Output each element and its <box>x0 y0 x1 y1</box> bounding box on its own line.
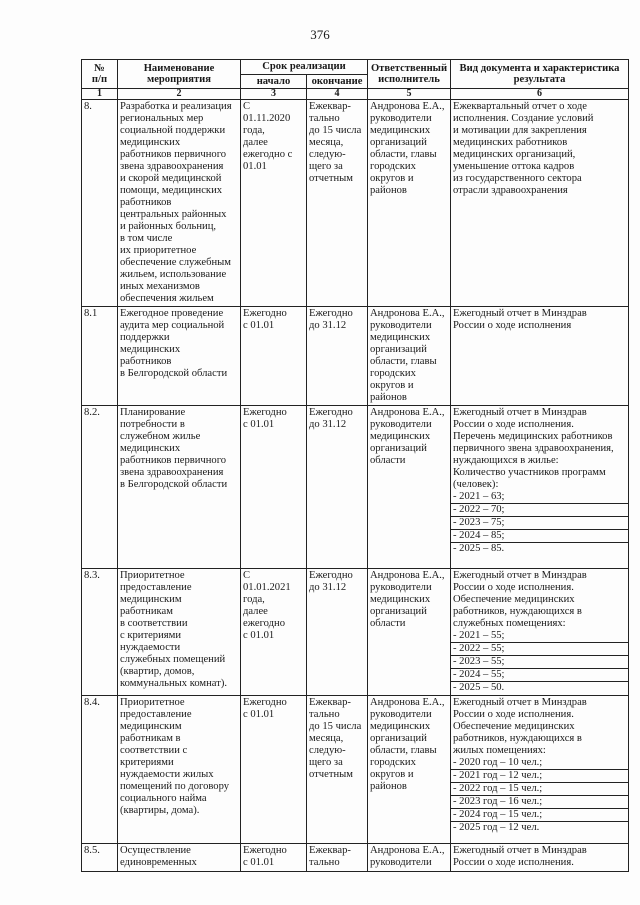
result-line: и мотивации для закрепления <box>453 125 587 136</box>
row-number: 8.2. <box>82 406 118 569</box>
result-line: России о ходе исполнения. <box>453 857 574 868</box>
end-date: Ежеквар- тально до 15 числа месяца, следую- щего за отчетным <box>307 100 368 307</box>
row-number: 8.4. <box>82 696 118 844</box>
column-number: 3 <box>241 89 307 100</box>
result-line: - 2025 – 85. <box>451 542 628 555</box>
column-number: 2 <box>118 89 241 100</box>
end-date: Ежеквар- тально до 15 числа месяца, следую- щего за отчетным <box>307 696 368 844</box>
result-line: работников, нуждающихся в <box>453 733 582 744</box>
result-line: России о ходе исполнения. <box>453 582 574 593</box>
table-row <box>82 100 629 307</box>
measure-name: Планирование потребности в служебном жилье медицинских работников первичного звена здравоохранения в Белгородской области <box>118 406 241 569</box>
header-start: начало <box>241 74 307 89</box>
result-line: - 2023 год – 16 чел.; <box>451 795 628 808</box>
column-number: 1 <box>82 89 118 100</box>
result-line: Ежегодный отчет в Минздрав <box>453 697 587 708</box>
result-line: медицинских организаций, <box>453 149 576 160</box>
result-description <box>451 100 629 307</box>
result-description <box>451 406 629 569</box>
result-line: Ежегодный отчет в Минздрав <box>453 407 587 418</box>
result-line: России о ходе исполнения. <box>453 709 574 720</box>
row-number: 8. <box>82 100 118 307</box>
result-line: нуждающихся в жилье: <box>453 455 559 466</box>
result-line: - 2023 – 55; <box>451 655 628 668</box>
result-line: Ежегодный отчет в Минздрав <box>453 308 587 319</box>
result-line: - 2021 год – 12 чел.; <box>451 769 628 782</box>
end-date: Ежегодно до 31.12 <box>307 569 368 696</box>
result-line: жилых помещениях: <box>453 745 546 756</box>
result-line: - 2022 – 70; <box>451 503 628 516</box>
result-line: отрасли здравоохранения <box>453 185 568 196</box>
result-line: - 2023 – 75; <box>451 516 628 529</box>
result-description <box>451 569 629 696</box>
header-period: Срок реализации <box>241 60 368 75</box>
result-line: - 2025 – 50. <box>451 681 628 694</box>
result-description <box>451 696 629 844</box>
measure-name: Приоритетное предоставление медицинским работникам в соответствии с критериями нуждаемости служебных помещений (квартир, домов, коммунальных комнат). <box>118 569 241 696</box>
result-line: уменьшение оттока кадров <box>453 161 575 172</box>
table-row <box>82 307 629 406</box>
result-line: - 2020 год – 10 чел.; <box>453 757 543 768</box>
result-line: исполнения. Создание условий <box>453 113 594 124</box>
responsible-party: Андронова Е.А., руководители медицинских организаций области, главы городских округов и районов <box>368 696 451 844</box>
result-line: - 2024 год – 15 чел.; <box>451 808 628 821</box>
measures-table <box>81 59 629 872</box>
result-line: служебных помещениях: <box>453 618 566 629</box>
end-date: Ежеквар- тально <box>307 844 368 872</box>
column-number: 4 <box>307 89 368 100</box>
header-responsible: Ответственный исполнитель <box>368 60 451 89</box>
table-row <box>82 844 629 872</box>
measure-name: Разработка и реализация региональных мер социальной поддержки медицинских работников первичного звена здравоохранения и скорой медицинской помощи, медицинских работников центральных районных и районных больниц, в том числе их приоритетное обеспечение служебным жильем, использование иных механизмов обеспечения жильем <box>118 100 241 307</box>
header-name: Наименование мероприятия <box>118 60 241 89</box>
responsible-party: Андронова Е.А., руководители медицинских организаций области <box>368 569 451 696</box>
result-line: - 2022 – 55; <box>451 642 628 655</box>
result-description <box>451 844 629 872</box>
measure-name: Приоритетное предоставление медицинским работникам в соответствии с критериями нуждаемости жилых помещений по договору социального найма (квартиры, дома). <box>118 696 241 844</box>
result-line: Количество участников программ <box>453 467 606 478</box>
result-line: - 2021 – 55; <box>453 630 505 641</box>
result-line: работников, нуждающихся в <box>453 606 582 617</box>
result-line: из государственного сектора <box>453 173 582 184</box>
column-number: 5 <box>368 89 451 100</box>
page-number: 376 <box>310 27 330 42</box>
result-line: (человек): <box>453 479 499 490</box>
result-line: - 2022 год – 15 чел.; <box>451 782 628 795</box>
end-date: Ежегодно до 31.12 <box>307 406 368 569</box>
responsible-party: Андронова Е.А., руководители <box>368 844 451 872</box>
measure-name: Ежегодное проведение аудита мер социальной поддержки медицинских работников в Белгородской области <box>118 307 241 406</box>
row-number: 8.5. <box>82 844 118 872</box>
result-line: - 2021 – 63; <box>453 491 505 502</box>
header-end: окончание <box>307 74 368 89</box>
result-line: Ежегодный отчет в Минздрав <box>453 845 587 856</box>
responsible-party: Андронова Е.А., руководители медицинских организаций области, главы городских округов и районов <box>368 100 451 307</box>
result-line: Обеспечение медицинских <box>453 721 575 732</box>
responsible-party: Андронова Е.А., руководители медицинских организаций области <box>368 406 451 569</box>
result-line: - 2024 – 55; <box>451 668 628 681</box>
result-line: - 2025 год – 12 чел. <box>451 821 628 834</box>
table-row <box>82 569 629 696</box>
row-number: 8.1 <box>82 307 118 406</box>
row-number: 8.3. <box>82 569 118 696</box>
start-date: Ежегодно с 01.01 <box>241 406 307 569</box>
column-number: 6 <box>451 89 629 100</box>
result-line: медицинских работников <box>453 137 568 148</box>
start-date: С 01.11.2020 года, далее ежегодно с 01.01 <box>241 100 307 307</box>
result-line: Перечень медицинских работников <box>453 431 613 442</box>
result-line: - 2024 – 85; <box>451 529 628 542</box>
result-line: Ежегодный отчет в Минздрав <box>453 570 587 581</box>
table-row <box>82 406 629 569</box>
table-row <box>82 696 629 844</box>
end-date: Ежегодно до 31.12 <box>307 307 368 406</box>
header-num: № п/п <box>82 60 118 89</box>
responsible-party: Андронова Е.А., руководители медицинских организаций области, главы городских округов и районов <box>368 307 451 406</box>
result-line: России о ходе исполнения <box>453 320 572 331</box>
start-date: Ежегодно с 01.01 <box>241 307 307 406</box>
start-date: С 01.01.2021 года, далее ежегодно с 01.01 <box>241 569 307 696</box>
result-line: России о ходе исполнения. <box>453 419 574 430</box>
result-line: первичного звена здравоохранения, <box>453 443 614 454</box>
start-date: Ежегодно с 01.01 <box>241 696 307 844</box>
header-result: Вид документа и характеристика результата <box>451 60 629 89</box>
measure-name: Осуществление единовременных <box>118 844 241 872</box>
result-line: Ежеквартальный отчет о ходе <box>453 101 588 112</box>
result-description <box>451 307 629 406</box>
start-date: Ежегодно с 01.01 <box>241 844 307 872</box>
result-line: Обеспечение медицинских <box>453 594 575 605</box>
